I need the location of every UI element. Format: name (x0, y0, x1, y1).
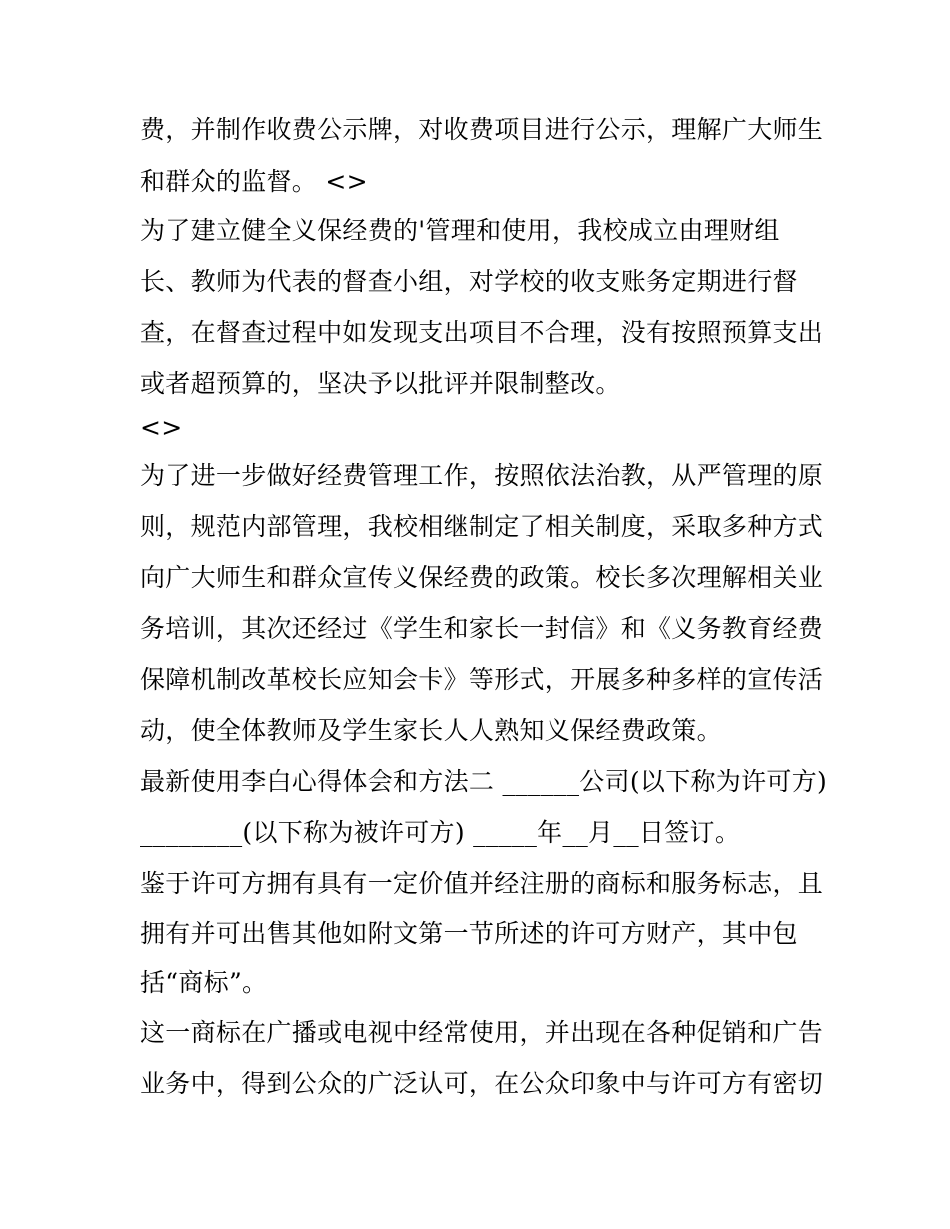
text-line: 动，使全体教师及学生家长人人熟知义保经费政策。 (140, 716, 722, 745)
text-line: 这一商标在广播或电视中经常使用，并出现在各种促销和广告 (140, 1018, 824, 1047)
text-line: 和群众的监督。 <> (140, 167, 368, 196)
text-line: 费，并制作收费公示牌，对收费项目进行公示，理解广大师生 (140, 115, 824, 144)
text-line: 或者超预算的，坚决予以批评并限制整改。 (140, 369, 621, 398)
text-line: 向广大师生和群众宣传义保经费的政策。校长多次理解相关业 (140, 563, 824, 592)
text-line: 长、教师为代表的督查小组，对学校的收支账务定期进行督 (140, 267, 798, 296)
text-line: 括“商标”。 (140, 968, 268, 997)
text-line: 最新使用李白心得体会和方法二 ______公司(以下称为许可方) (140, 767, 828, 796)
text-line: 则，规范内部管理，我校相继制定了相关制度，采取多种方式 (140, 512, 824, 541)
text-line: 务培训，其次还经过《学生和家长一封信》和《义务教育经费 (140, 614, 824, 643)
text-line: 业务中，得到公众的广泛认可，在公众印象中与许可方有密切 (140, 1069, 824, 1098)
text-line: 拥有并可出售其他如附文第一节所述的许可方财产，其中包 (140, 919, 798, 948)
text-line: <> (140, 413, 183, 442)
text-line: ________(以下称为被许可方) _____年__月__日签订。 (140, 818, 741, 847)
text-line: 为了进一步做好经费管理工作，按照依法治教，从严管理的原 (140, 461, 824, 490)
text-line: 为了建立健全义保经费的'管理和使用，我校成立由理财组 (140, 216, 780, 245)
text-line: 鉴于许可方拥有具有一定价值并经注册的商标和服务标志，且 (140, 869, 824, 898)
text-line: 保障机制改革校长应知会卡》等形式，开展多种多样的宣传活 (140, 665, 824, 694)
text-line: 查，在督查过程中如发现支出项目不合理，没有按照预算支出 (140, 318, 824, 347)
